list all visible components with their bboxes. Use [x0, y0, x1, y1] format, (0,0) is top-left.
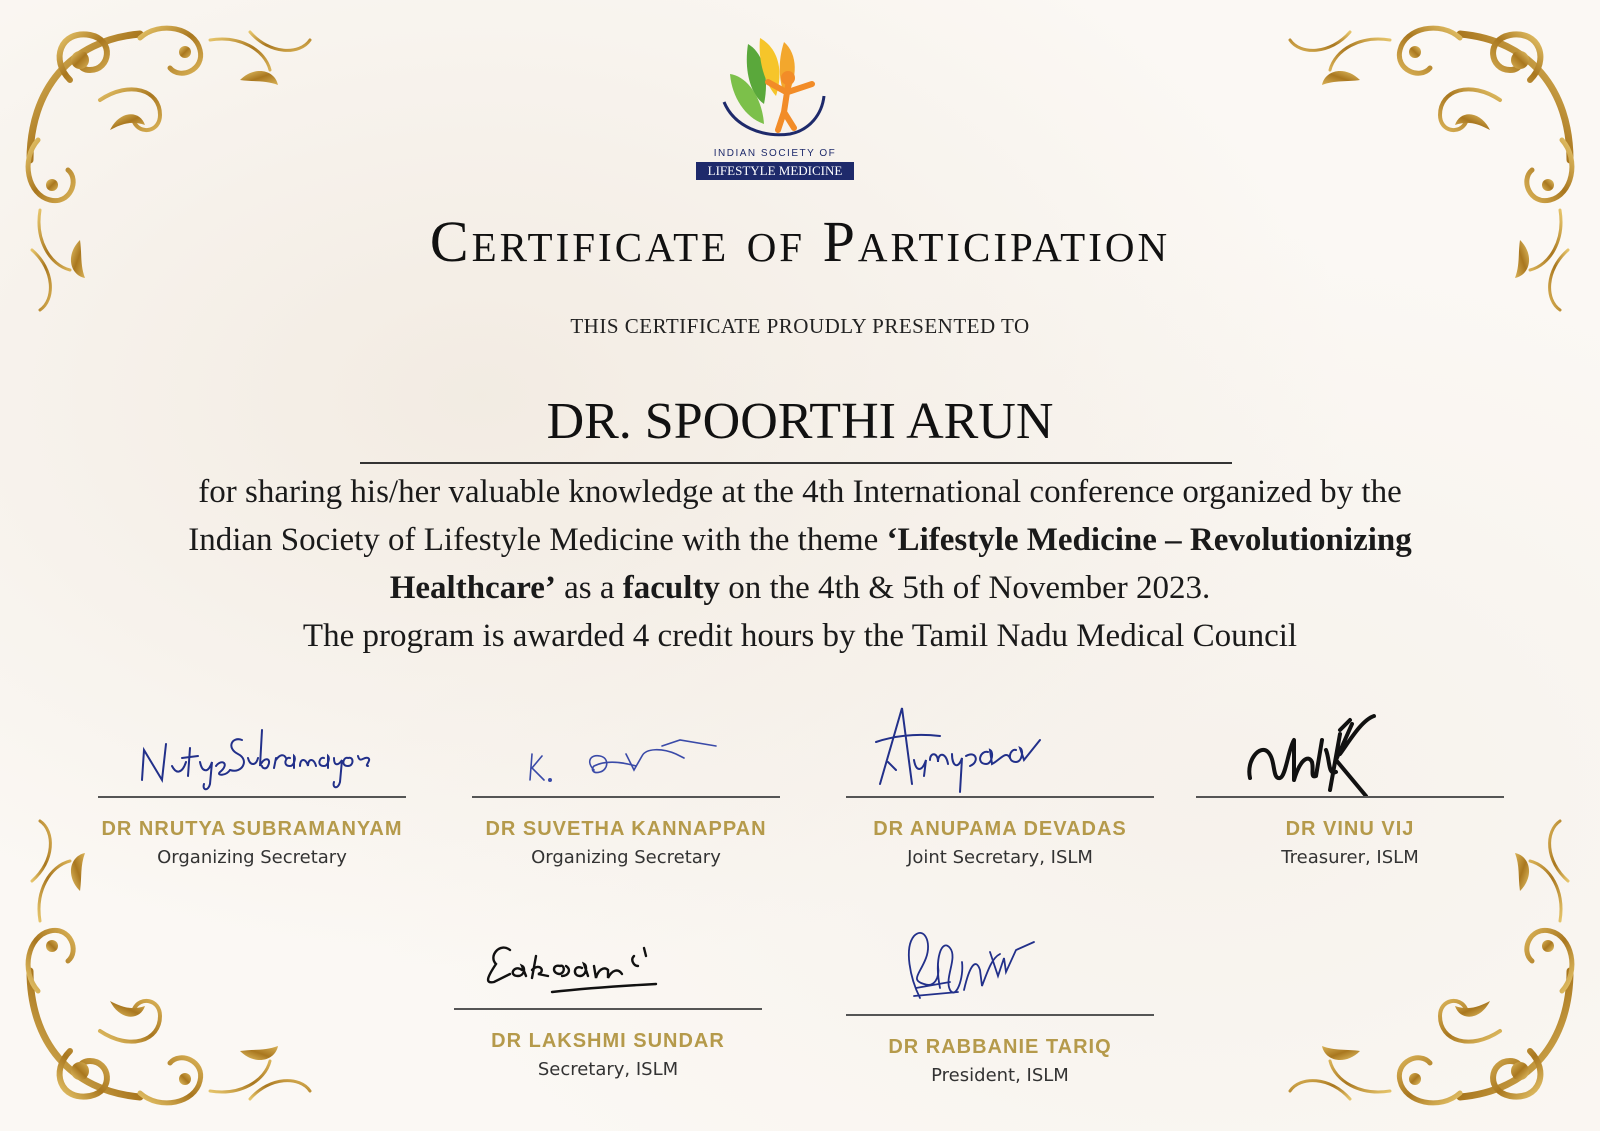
signatory-role: Joint Secretary, ISLM	[907, 846, 1093, 868]
signatory-role: Organizing Secretary	[531, 846, 721, 868]
signature-line	[846, 1014, 1154, 1016]
ornament-corner-top-right	[1250, 10, 1590, 350]
signature-suvetha	[466, 700, 786, 796]
signature-lakshmi	[448, 912, 768, 1008]
signatory-role: Organizing Secretary	[157, 846, 347, 868]
logo-text-line2: LIFESTYLE MEDICINE	[696, 162, 854, 180]
recipient-name: DR. SPOORTHI ARUN	[546, 393, 1054, 450]
signatory-name: DR LAKSHMI SUNDAR	[491, 1029, 725, 1052]
signature-block-anupama	[840, 700, 1160, 868]
body-text-as-a: as a	[555, 570, 623, 606]
signature-rabbanie	[840, 918, 1160, 1014]
signatory-name: DR RABBANIE TARIQ	[888, 1035, 1112, 1058]
signatory-name: DR SUVETHA KANNAPPAN	[485, 817, 767, 840]
ornament-corner-top-left	[10, 10, 350, 350]
signature-block-nrutya	[92, 700, 412, 868]
signature-anupama	[840, 700, 1160, 796]
recipient-underline	[360, 462, 1232, 464]
participant-role: faculty	[622, 570, 720, 606]
credit-hours-text: The program is awarded 4 credit hours by the Tamil Nadu Medical Council	[302, 618, 1298, 654]
signature-nrutya	[92, 700, 412, 796]
signatory-role: Treasurer, ISLM	[1281, 846, 1419, 868]
signature-block-vinu	[1190, 700, 1510, 868]
body-text-intro: for sharing his/her valuable knowledge at the 4th International conference organized by the Indian Society of Lifestyle Medicine with the theme	[188, 474, 1402, 558]
signature-vinu	[1190, 700, 1510, 796]
signatory-role: President, ISLM	[931, 1064, 1069, 1086]
signature-line	[1196, 796, 1504, 798]
certificate-body	[160, 468, 1440, 660]
certificate-title: Certificate of Participation	[429, 209, 1171, 274]
presented-to-label: THIS CERTIFICATE PROUDLY PRESENTED TO	[570, 314, 1030, 338]
signature-block-lakshmi	[448, 912, 768, 1080]
conference-theme: ‘Lifestyle Medicine – Revolutionizing Healthcare’	[389, 522, 1412, 606]
signatory-name: DR VINU VIJ	[1285, 817, 1415, 840]
islm-logo	[690, 34, 860, 186]
logo-text-line1: INDIAN SOCIETY OF	[713, 148, 837, 159]
signature-line	[98, 796, 406, 798]
signatory-name: DR ANUPAMA DEVADAS	[873, 817, 1127, 840]
signature-block-rabbanie	[840, 918, 1160, 1086]
signature-line	[472, 796, 780, 798]
signature-block-suvetha	[466, 700, 786, 868]
body-text-dates: on the 4th & 5th of November 2023.	[719, 570, 1211, 606]
signatory-role: Secretary, ISLM	[537, 1058, 679, 1080]
signature-line	[454, 1008, 762, 1010]
signature-line	[846, 796, 1154, 798]
signatory-name: DR NRUTYA SUBRAMANYAM	[101, 817, 403, 840]
